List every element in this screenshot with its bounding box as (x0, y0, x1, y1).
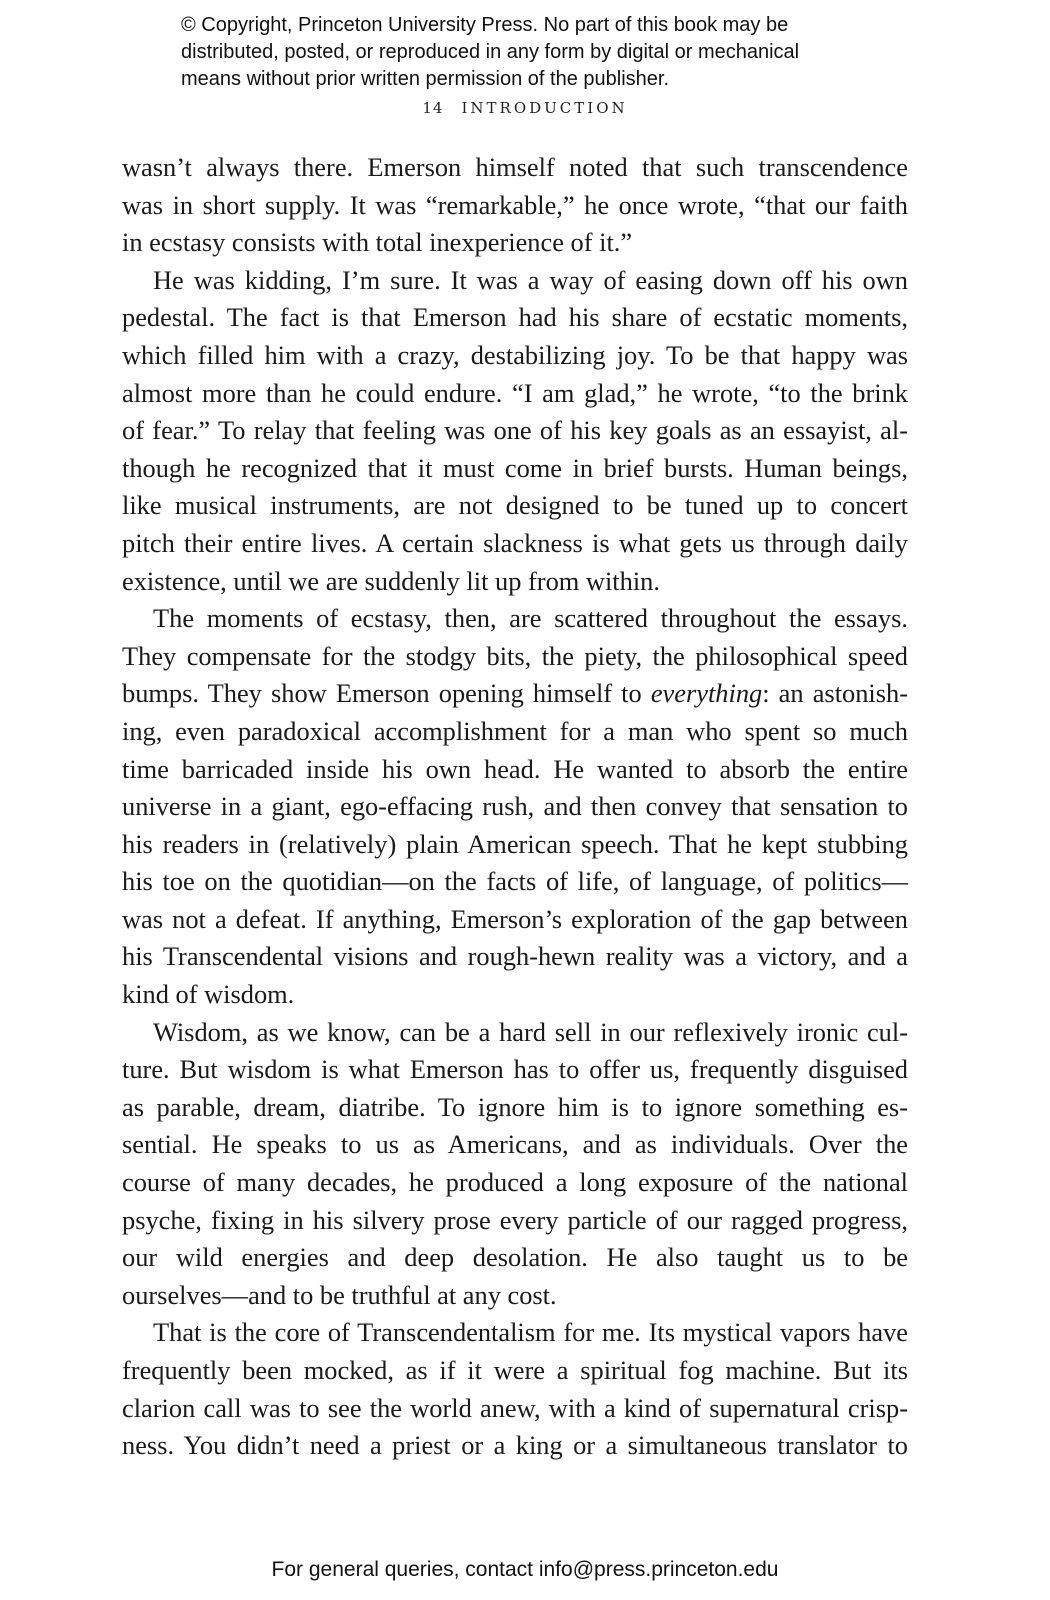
text-line: universe in a giant, ego-effacing rush, and then convey that sensation to (122, 791, 908, 822)
text-line: frequently been mocked, as if it were a spiritual fog machine. But its (122, 1355, 908, 1385)
text-line: in ecstasy consists with total inexperience of it.” (122, 227, 633, 258)
text-line: almost more than he could endure. “I am glad,” he wrote, “to the brink (122, 377, 908, 408)
text-line: his readers in (relatively) plain American speech. That he kept stubbing (122, 828, 908, 859)
text-line: He was kidding, I’m sure. It was a way of easing down off his own (153, 264, 908, 295)
text-line: kind of wisdom. (122, 979, 295, 1010)
body-text (122, 149, 908, 1465)
text-line: of fear.” To relay that feeling was one of his key goals as an essayist, al- (122, 415, 908, 446)
running-head (0, 99, 1050, 117)
text-line: ness. You didn’t need a priest or a king or a simultaneous translator to (122, 1430, 908, 1461)
page-number: 14 (422, 99, 444, 117)
text-line: Wisdom, as we know, can be a hard sell in our reflexively ironic cul- (153, 1016, 908, 1047)
text-line: ture. But wisdom is what Emerson has to offer us, frequently disguised (122, 1054, 908, 1085)
text-line: psyche, fixing in his silvery prose every particle of our ragged progress, (122, 1204, 908, 1235)
copyright-line: means without prior written permission of the publisher. (181, 68, 670, 90)
copyright-line: distributed, posted, or reproduced in any form by digital or mechanical (181, 41, 800, 63)
text-line: which filled him with a crazy, destabilizing joy. To be that happy was (122, 339, 908, 370)
text-line: ourselves—and to be truthful at any cost. (122, 1279, 557, 1310)
section-title: INTRODUCTION (461, 99, 628, 117)
text-line: as parable, dream, diatribe. To ignore him is to ignore something es- (122, 1091, 908, 1122)
text-line: his Transcendental visions and rough-hewn reality was a victory, and a (122, 941, 908, 972)
copyright-line: © Copyright, Princeton University Press. No part of this book may be (181, 14, 789, 36)
text-line: ing, even paradoxical accomplishment for a man who spent so much (122, 715, 908, 746)
text-line: That is the core of Transcendentalism for me. Its mystical vapors have (153, 1317, 908, 1348)
text-segment: bumps. They show Emerson opening himself to (122, 678, 651, 709)
text-line: pitch their entire lives. A certain slackness is what gets us through daily (122, 527, 908, 558)
text-line: sential. He speaks to us as Americans, and as individuals. Over the (122, 1129, 908, 1160)
text-line: like musical instruments, are not designed to be tuned up to concert (122, 490, 908, 521)
text-line-with-emphasis (122, 675, 908, 713)
text-line: pedestal. The fact is that Emerson had his share of ecstatic moments, (122, 302, 908, 333)
text-line: The moments of ecstasy, then, are scattered throughout the essays. (153, 603, 908, 634)
text-line: They compensate for the stodgy bits, the piety, the philosophical speed (122, 640, 908, 671)
text-segment: : an astonish- (762, 678, 908, 709)
text-line: existence, until we are suddenly lit up from within. (122, 565, 660, 596)
text-line: though he recognized that it must come in brief bursts. Human beings, (122, 452, 908, 483)
text-line: was not a defeat. If anything, Emerson’s exploration of the gap between (122, 903, 908, 934)
text-line: was in short supply. It was “remarkable,” he once wrote, “that our faith (122, 189, 908, 220)
copyright-notice (181, 12, 941, 93)
text-line: course of many decades, he produced a long exposure of the national (122, 1167, 908, 1198)
text-line: our wild energies and deep desolation. He also taught us to be (122, 1242, 908, 1273)
text-line: his toe on the quotidian—on the facts of life, of language, of politics— (122, 866, 908, 897)
text-line: time barricaded inside his own head. He wanted to absorb the entire (122, 753, 908, 784)
text-line: wasn’t always there. Emerson himself noted that such transcendence (122, 152, 908, 182)
footer-contact: For general queries, contact info@press.princeton.edu (271, 1558, 779, 1581)
emphasized-word: everything (650, 678, 763, 709)
text-line: clarion call was to see the world anew, with a kind of supernatural crisp- (122, 1392, 908, 1423)
